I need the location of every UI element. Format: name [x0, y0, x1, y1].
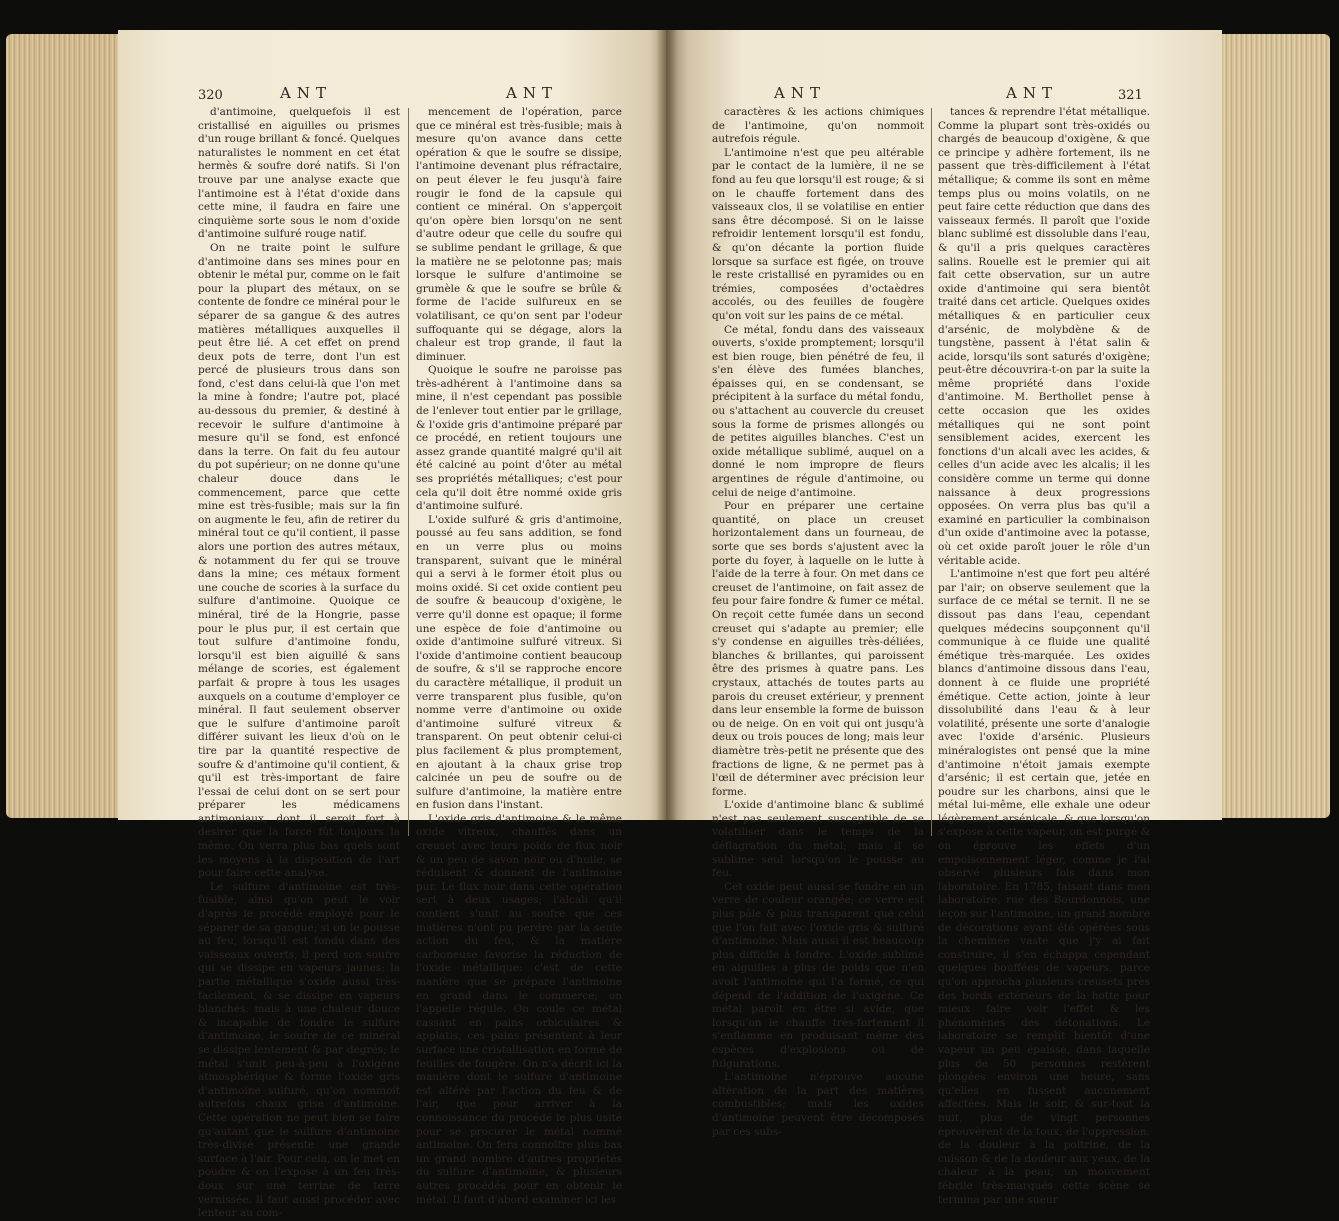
headword-right: ANT — [506, 84, 558, 102]
text-column-1 — [712, 106, 924, 1139]
text-column-2 — [416, 106, 622, 1207]
book-edge-right — [1218, 34, 1330, 818]
column-rule — [931, 108, 932, 836]
paragraph: mencement de l'opération, parce que ce minéral est très-fusible; mais à mesure qu'on avance dans cette opération & que le soufre se dissipe, l'antimoine devenant plus réfractaire, on peut élever le feu jusqu'à faire rougir le fond de la capsule qui contient ce minéral. On s'apperçoit qu'on opère bien lorsqu'on ne sent d'autre odeur que celle du soufre qui se sublime pendant le grillage, & que la matière ne se pelotonne pas; mais lorsque le sulfure d'antimoine se grumèle & que le soufre se brûle & forme de l'acide sulfureux en se volatilisant, ce qu'on sent par l'odeur suffoquante qui se dégage, alors la chaleur est trop grande, il faut la diminuer. — [416, 106, 622, 363]
right-page — [666, 30, 1222, 1206]
book-edge-left — [6, 34, 122, 818]
headword-left: ANT — [280, 84, 332, 102]
paragraph: d'antimoine, quelquefois il est cristallisé en aiguilles ou prismes d'un rouge brillant & foncé. Quelques naturalistes le nomment en cet état hermès & soufre doré natifs. Si l'on trouve par une analyse exacte que l'antimoine est à l'état d'oxide dans cette mine, il faudra en faire une cinquième sorte sous le nom d'oxide d'antimoine sulfuré rouge natif. — [198, 106, 400, 241]
book-gutter — [656, 30, 678, 820]
paragraph: Le sulfure d'antimoine est très-fusible, ainsi qu'on peut le voir d'après le procédé employé pour le séparer de sa gangue; si on le pousse au feu, lorsqu'il est fondu dans des vaisseaux ouverts, il perd son soufre qui se dissipe en vapeurs jaunes; la partie métallique s'oxide aussi très-facilement, & se dissipe en vapeurs blanches: mais à une chaleur douce & incapable de fondre le sulfure d'antimoine, le soufre de ce minéral se dissipe lentement & par degrés; le métal s'unit peu-à-peu à l'oxigène atmosphérique & forme l'oxide gris d'antimoine sulfuré, qu'on nommoit autrefois chaux grise d'antimoine. Cette opération ne peut bien se faire qu'autant que le sulfure d'antimoine très-divisé présente une grande surface à l'air. Pour cela, on le met en poudre & on l'expose à un feu très-doux sur une terrine de terre vernissée. Il faut aussi procéder avec lenteur au com- — [198, 880, 400, 1220]
paragraph: tances & reprendre l'état métallique. Comme la plupart sont très-oxidés ou chargés de beaucoup d'oxigène, & que ce principe y adhère fortement, ils ne passent que très-difficilement à l'état métallique; & comme ils sont en même temps plus ou moins volatils, on ne peut faire cette réduction que dans des vaisseaux fermés. Il paroît que l'oxide blanc sublimé est dissoluble dans l'eau, & qu'il a pris quelques caractères salins. Rouelle est le premier qui ait fait cette observation, sur un autre oxide d'antimoine qui sera bientôt traité dans cet article. Quelques oxides métalliques & en particulier ceux d'arsénic, de molybdène & de tungstène, passent à l'état salin & acide, lorsqu'ils sont saturés d'oxigène; peut-être découvrira-t-on par la suite la même propriété dans l'oxide d'antimoine. M. Berthollet pense à cette occasion que les oxides métalliques qui ne sont point sensiblement acides, exercent les fonctions d'un alcali avec les acides, & celles d'un acide avec les alcalis; il les considère comme un terme qui donne naissance à deux progressions opposées. On verra plus bas qu'il a examiné en particulier la combinaison d'un oxide d'antimoine avec la potasse, où cet oxide paroît jouer le rôle d'un véritable acide. — [938, 106, 1150, 567]
paragraph: L'antimoine n'est que peu altérable par le contact de la lumière, il ne se fond au feu que lorsqu'il est rouge; & si on le chauffe fortement dans des vaisseaux clos, il se volatilise en entier sans être décomposé. Si on le laisse refroidir lentement lorsqu'il est fondu, & qu'on décante la portion fluide lorsque sa surface est figée, on trouve le reste cristallisé en pyramides ou en trémies, composées d'octaèdres accolés, ou des feuilles de fougère qu'on voit sur les pains de ce métal. — [712, 146, 924, 322]
left-page — [118, 30, 666, 1220]
paragraph: L'oxide d'antimoine blanc & sublimé n'est pas seulement susceptible de se volatiliser dans le temps de la déflagration du métal; mais il se sublime seul lorsqu'on le pousse au feu. — [712, 799, 924, 880]
column-rule — [408, 108, 409, 836]
text-column-1 — [198, 106, 400, 1221]
paragraph: Quoique le soufre ne paroisse pas très-adhérent à l'antimoine dans sa mine, il n'est cependant pas possible de l'enlever tout entier par le grillage, & l'oxide gris d'antimoine préparé par ce procédé, en retient toujours une assez grande quantité malgré qu'il ait été calciné au point d'ôter au métal ses propriétés métalliques; c'est pour cela qu'il doit être nommé oxide gris d'antimoine sulfuré. — [416, 364, 622, 513]
headword-left: ANT — [774, 84, 826, 102]
page-number: 321 — [1118, 88, 1143, 103]
headword-right: ANT — [1006, 84, 1058, 102]
paragraph: L'oxide gris d'antimoine & le même oxide vitreux, chauffés dans un creuset avec leurs poids de flux noir & un peu de savon noir ou d'huile, se réduisent & donnent de l'antimoine pur. Le flux noir dans cette opération sert à deux usages; l'alcali qu'il contient s'unit au soufre que ces matières n'ont pu perdre par la seule action du feu, & la matière carboneuse favorise la réduction de l'oxide métallique: c'est de cette manière que se prépare l'antimoine en grand dans le commerce; on l'appelle régule. On coule ce métal cassant en pains orbiculaires & applatis, ces pains présentent à leur surface une cristallisation en forme de feuilles de fougère. On n'a décrit ici la manière dont le sulfure d'antimoine est altéré par l'action du feu & de l'air, que pour arriver à la connoissance du procédé le plus usité pour se procurer le métal nommé antimoine. On fera connoître plus bas un grand nombre d'autres propriétés du sulfure d'antimoine, & plusieurs autres procédés pour en obtenir le métal. Il faut d'abord examiner ici les — [416, 812, 622, 1206]
paragraph: caractères & les actions chimiques de l'antimoine, qu'on nommoit autrefois régule. — [712, 106, 924, 146]
paragraph: L'antimoine n'éprouve aucune altération de la part des matières combustibles; mais les oxides d'antimoine peuvent être décomposés par ces subs- — [712, 1071, 924, 1138]
paragraph: L'oxide sulfuré & gris d'antimoine, poussé au feu sans addition, se fond en un verre plus ou moins transparent, suivant que le minéral qui a servi à le former étoit plus ou moins oxidé. Si cet oxide contient peu de soufre & beaucoup d'oxigène, le verre qu'il donne est opaque; il forme une espèce de foie d'antimoine ou oxide d'antimoine sulfuré vitreux. Si l'oxide d'antimoine contient beaucoup de soufre, & s'il se rapproche encore du caractère métallique, il produit un verre transparent plus fusible, qu'on nomme verre d'antimoine ou oxide d'antimoine sulfuré vitreux & transparent. On peut obtenir celui-ci plus facilement & plus promptement, en ajoutant à la chaux grise trop calcinée un peu de soufre ou de sulfure d'antimoine, la matière entre en fusion dans l'instant. — [416, 513, 622, 812]
paragraph: Pour en préparer une certaine quantité, on place un creuset horizontalement dans un fourneau, de sorte que ses bords s'ajustent avec la porte du foyer, à laquelle on le lutte à l'aide de la terre à four. On met dans ce creuset de l'antimoine, on fait assez de feu pour faire fondre & fumer ce métal. On reçoit cette fumée dans un second creuset qui s'adapte au premier; elle s'y condense en aiguilles très-déliées, blanches & brillantes, qui paroissent être des prismes à quatre pans. Les crystaux, attachés de toutes parts au parois du creuset extérieur, y prennent dans leur ensemble la forme de buisson ou de neige. On en voit qui ont jusqu'à deux ou trois pouces de long; mais leur diamètre très-petit ne présente que des fractions de ligne, & ne permet pas à l'œil de déterminer avec précision leur forme. — [712, 500, 924, 798]
text-column-2 — [938, 106, 1150, 1207]
paragraph: L'antimoine n'est que fort peu altéré par l'air; on observe seulement que la surface de ce métal se ternit. Il ne se dissout pas dans l'eau, cependant quelques médecins soupçonnent qu'il communique à ce fluide une qualité émétique très-marquée. Les oxides blancs d'antimoine dissous dans l'eau, donnent à ce fluide une propriété émétique. Cette action, jointe à leur dissolubilité dans l'eau & à leur volatilité, présente une sorte d'analogie avec l'oxide d'arsénic. Plusieurs minéralogistes ont pensé que la mine d'antimoine n'étoit jamais exempte d'arsénic; il est certain que, jetée en poudre sur les charbons, ainsi que le métal lui-même, elle exhale une odeur légèrement arsénicale, & que lorsqu'on s'expose à cette vapeur, on est purgé & on éprouve les effets d'un empoisonnement léger, comme je l'ai observé plusieurs fois dans mon laboratoire. En 1785, faisant dans mon laboratoire, rue des Bourdonnois, une leçon sur l'antimoine, un grand nombre de décorations ayant été opérées sous la cheminée vaste que j'y ai fait construire, il s'en échappa cependant quelques bouffées de vapeurs, parce qu'on approcha plusieurs creusets près des bords extérieurs de la hotte pour mieux faire voir l'effet & les phénomènes des détonations. Le laboratoire se remplit bientôt d'une vapeur un peu épaisse, dans laquelle plus de 50 personnes restèrent plongées environ une heure, sans qu'elles en fussent aucunement affectées. Mais le soir, & sur-tout la nuit, plus de vingt personnes éprouvèrent de la toux, de l'oppression, de la douleur à la poitrine, de la cuisson & de la douleur aux yeux, de la chaleur à la peau, un mouvement fébrile très-marqués cette scène se termina par une sueur — [938, 568, 1150, 1206]
paragraph: Ce métal, fondu dans des vaisseaux ouverts, s'oxide promptement; lorsqu'il est bien rouge, bien pénétré de feu, il s'en élève des fumées blanches, épaisses qui, en se condensant, se précipitent à la surface du métal fondu, ou s'attachent au couvercle du creuset sous la forme de prismes allongés ou de petites aiguilles blanches. C'est un oxide métallique sublimé, auquel on a donné le nom impropre de fleurs argentines de régule d'antimoine, ou celui de neige d'antimoine. — [712, 323, 924, 499]
page-number: 320 — [198, 88, 223, 103]
paragraph: On ne traite point le sulfure d'antimoine dans ses mines pour en obtenir le métal pur, comme on le fait pour la plupart des métaux, on se contente de fondre ce minéral pour le séparer de sa gangue & des autres matières métalliques auxquelles il peut être lié. A cet effet on prend deux pots de terre, dont l'un est percé de plusieurs trous dans son fond, c'est dans celui-là que l'on met la mine à fondre; l'autre pot, placé au-dessous du premier, & destiné à recevoir le sulfure d'antimoine à mesure qu'il se fond, est enfoncé dans la terre. On fait du feu autour du pot supérieur; on ne donne qu'une chaleur douce dans le commencement, parce que cette mine est très-fusible; mais sur la fin on augmente le feu, afin de retirer du minéral tout ce qu'il contient, il passe alors une portion des autres métaux, & notamment du fer qui se trouve dans la mine; ces métaux forment une couche de scories à la surface du sulfure d'antimoine. Quoique ce minéral, tiré de la Hongrie, passe pour le plus pur, il est certain que tout sulfure d'antimoine fondu, lorsqu'il est bien aiguillé & sans mélange de scories, est également parfait & propre à tous les usages auxquels on a coutume d'employer ce minéral. Il faut seulement observer que le sulfure d'antimoine paroît différer suivant les lieux d'où on le tire par la quantité respective de soufre & d'antimoine qu'il contient, & qu'il est très-important de faire l'essai de celui dont on se sert pour préparer les médicamens antimoniaux, dont il seroit fort à desirer que la force fût toujours la même. On verra plus bas quels sont les moyens à la disposition de l'art pour faire cette analyse. — [198, 241, 400, 880]
paragraph: Cet oxide peut aussi se fondre en un verre de couleur orangée; ce verre est plus pâle & plus transparent que celui que l'on fait avec l'oxide gris & sulfuré d'antimoine. Mais aussi il est beaucoup plus difficile à fondre. L'oxide sublimé en aiguilles a plus de poids que n'en avoit l'antimoine qui l'a formé, ce qui dépend de l'addition de l'oxigène. Ce métal paroît en être si avide, que lorsqu'on le chauffe très-fortement il s'enflamme en produisant même des espèces d'explosions ou de fulgurations. — [712, 880, 924, 1070]
